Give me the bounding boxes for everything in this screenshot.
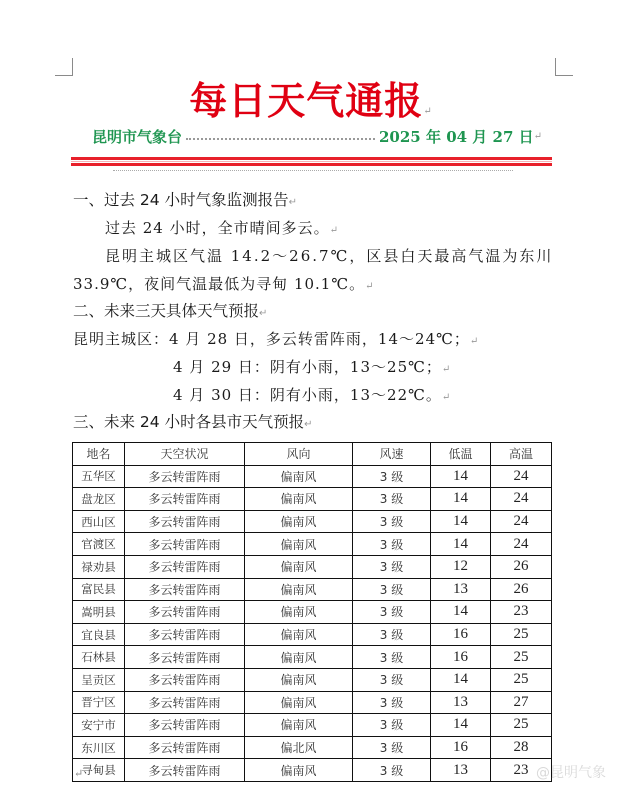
table-row — [73, 555, 552, 578]
cell-high-temp: 24 — [491, 488, 552, 511]
cell-sky: 多云转雷阵雨 — [125, 759, 245, 782]
table-header-row — [73, 443, 552, 466]
dotted-separator — [113, 170, 513, 171]
cell-location: 寻甸县 — [73, 759, 125, 782]
cell-wind-direction: 偏南风 — [245, 510, 353, 533]
header-cell-wind-speed: 风速 — [353, 443, 431, 466]
cell-location: 盘龙区 — [73, 488, 125, 511]
cell-location: 嵩明县 — [73, 601, 125, 624]
cell-wind-speed: 3 级 — [353, 714, 431, 737]
cell-high-temp: 24 — [491, 510, 552, 533]
issue-date: 2025 年 04 月 27 日 — [379, 127, 534, 146]
cell-low-temp: 14 — [431, 533, 491, 556]
cell-low-temp: 14 — [431, 668, 491, 691]
forecast-line-3: 4 月 30 日：阴有小雨，13～22℃。↵ — [173, 386, 452, 404]
cell-location: 呈贡区 — [73, 668, 125, 691]
cell-wind-speed: 3 级 — [353, 668, 431, 691]
cell-location: 禄劝县 — [73, 555, 125, 578]
cell-location: 官渡区 — [73, 533, 125, 556]
cell-low-temp: 14 — [431, 714, 491, 737]
cell-high-temp: 26 — [491, 555, 552, 578]
cell-high-temp: 25 — [491, 623, 552, 646]
cell-wind-direction: 偏南风 — [245, 488, 353, 511]
cell-location: 富民县 — [73, 578, 125, 601]
cell-sky: 多云转雷阵雨 — [125, 533, 245, 556]
cell-high-temp: 23 — [491, 601, 552, 624]
cell-location: 石林县 — [73, 646, 125, 669]
paragraph-mark: ↵ — [74, 767, 84, 780]
cell-location: 宜良县 — [73, 623, 125, 646]
cell-low-temp: 13 — [431, 578, 491, 601]
red-rule-bottom — [71, 163, 552, 166]
table-row — [73, 736, 552, 759]
cell-high-temp: 27 — [491, 691, 552, 714]
table-row — [73, 646, 552, 669]
cell-high-temp: 23 — [491, 759, 552, 782]
table-row — [73, 601, 552, 624]
cell-low-temp: 13 — [431, 759, 491, 782]
table-row — [73, 488, 552, 511]
cell-wind-direction: 偏南风 — [245, 691, 353, 714]
table-row — [73, 668, 552, 691]
cell-high-temp: 28 — [491, 736, 552, 759]
cell-wind-direction: 偏南风 — [245, 555, 353, 578]
document-title: 每日天气通报↵ — [189, 78, 433, 123]
issuing-org: 昆明市气象台 — [92, 127, 183, 146]
cell-sky: 多云转雷阵雨 — [125, 623, 245, 646]
cell-sky: 多云转雷阵雨 — [125, 691, 245, 714]
county-forecast-table — [72, 442, 552, 782]
section-heading-2: 二、未来三天具体天气预报↵ — [73, 302, 268, 320]
cell-wind-direction: 偏北风 — [245, 736, 353, 759]
cell-low-temp: 14 — [431, 601, 491, 624]
watermark: @昆明气象 — [536, 765, 606, 781]
table-row — [73, 510, 552, 533]
header-cell-wind-direction: 风向 — [245, 443, 353, 466]
cell-high-temp: 24 — [491, 465, 552, 488]
header-cell-high-temp: 高温 — [491, 443, 552, 466]
cell-wind-speed: 3 级 — [353, 623, 431, 646]
table-body — [73, 465, 552, 781]
cell-high-temp: 25 — [491, 668, 552, 691]
cell-sky: 多云转雷阵雨 — [125, 736, 245, 759]
cell-wind-direction: 偏南风 — [245, 759, 353, 782]
header-cell-low-temp: 低温 — [431, 443, 491, 466]
leader-dots — [186, 138, 375, 140]
cell-high-temp: 26 — [491, 578, 552, 601]
table-row — [73, 533, 552, 556]
table-row — [73, 465, 552, 488]
cell-wind-speed: 3 级 — [353, 555, 431, 578]
cell-low-temp: 16 — [431, 646, 491, 669]
red-rule-middle — [71, 161, 552, 162]
report-body — [73, 187, 553, 436]
cell-sky: 多云转雷阵雨 — [125, 646, 245, 669]
cell-location: 五华区 — [73, 465, 125, 488]
section1-paragraph-2-line-2: 33.9℃，夜间气温最低为寻甸 10.1℃。↵ — [73, 275, 375, 293]
cell-wind-speed: 3 级 — [353, 736, 431, 759]
header-cell-location: 地名 — [73, 443, 125, 466]
cell-low-temp: 12 — [431, 555, 491, 578]
cell-location: 西山区 — [73, 510, 125, 533]
red-rule-top — [71, 157, 552, 160]
cell-wind-speed: 3 级 — [353, 691, 431, 714]
table-row — [73, 578, 552, 601]
cell-location: 晋宁区 — [73, 691, 125, 714]
cell-wind-direction: 偏南风 — [245, 668, 353, 691]
cell-high-temp: 25 — [491, 646, 552, 669]
cell-high-temp: 25 — [491, 714, 552, 737]
cell-wind-direction: 偏南风 — [245, 646, 353, 669]
cell-sky: 多云转雷阵雨 — [125, 668, 245, 691]
section1-paragraph-2-line-1: 昆明主城区气温 14.2～26.7℃，区县白天最高气温为东川 — [105, 247, 554, 265]
cell-sky: 多云转雷阵雨 — [125, 714, 245, 737]
cell-low-temp: 16 — [431, 623, 491, 646]
header-line: 昆明市气象台 2025 年 04 月 27 日 ↵ — [92, 127, 542, 146]
table-row — [73, 623, 552, 646]
cell-wind-direction: 偏南风 — [245, 465, 353, 488]
cell-low-temp: 16 — [431, 736, 491, 759]
cell-low-temp: 14 — [431, 510, 491, 533]
cell-low-temp: 13 — [431, 691, 491, 714]
cell-wind-direction: 偏南风 — [245, 578, 353, 601]
cell-sky: 多云转雷阵雨 — [125, 578, 245, 601]
cell-location: 安宁市 — [73, 714, 125, 737]
section-heading-1: 一、过去 24 小时气象监测报告↵ — [73, 191, 297, 209]
cell-sky: 多云转雷阵雨 — [125, 510, 245, 533]
table-row — [73, 714, 552, 737]
cell-sky: 多云转雷阵雨 — [125, 555, 245, 578]
cell-low-temp: 14 — [431, 465, 491, 488]
cell-wind-speed: 3 级 — [353, 510, 431, 533]
cell-wind-speed: 3 级 — [353, 578, 431, 601]
cell-high-temp: 24 — [491, 533, 552, 556]
cell-wind-speed: 3 级 — [353, 488, 431, 511]
cell-sky: 多云转雷阵雨 — [125, 488, 245, 511]
table-row — [73, 691, 552, 714]
cell-wind-speed: 3 级 — [353, 465, 431, 488]
cell-low-temp: 14 — [431, 488, 491, 511]
table-row — [73, 759, 552, 782]
cell-location: 东川区 — [73, 736, 125, 759]
cell-sky: 多云转雷阵雨 — [125, 465, 245, 488]
cell-wind-speed: 3 级 — [353, 759, 431, 782]
forecast-line-1: 昆明主城区：4 月 28 日，多云转雷阵雨，14～24℃；↵ — [73, 330, 480, 348]
header-cell-sky: 天空状况 — [125, 443, 245, 466]
cell-wind-speed: 3 级 — [353, 601, 431, 624]
cell-wind-direction: 偏南风 — [245, 533, 353, 556]
cell-sky: 多云转雷阵雨 — [125, 601, 245, 624]
forecast-line-2: 4 月 29 日：阴有小雨，13～25℃；↵ — [173, 358, 452, 376]
cell-wind-direction: 偏南风 — [245, 601, 353, 624]
cell-wind-direction: 偏南风 — [245, 623, 353, 646]
cell-wind-speed: 3 级 — [353, 646, 431, 669]
cell-wind-speed: 3 级 — [353, 533, 431, 556]
cell-wind-direction: 偏南风 — [245, 714, 353, 737]
section-heading-3: 三、未来 24 小时各县市天气预报↵ — [73, 413, 313, 431]
section1-paragraph-1: 过去 24 小时，全市晴间多云。↵ — [105, 219, 340, 237]
